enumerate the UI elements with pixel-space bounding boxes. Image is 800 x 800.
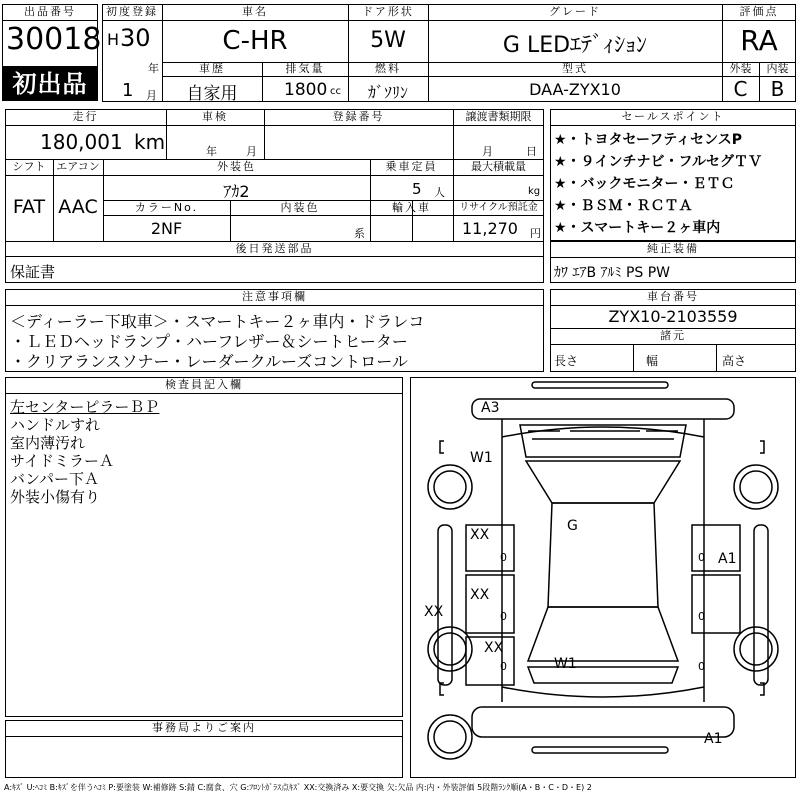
exterior-grade-label: 外装 [729,62,752,75]
inspector-line-2: ハンドルすれ [10,416,101,434]
exterior-grade: C [733,77,748,101]
shift: FAT [12,196,46,218]
rear-window [528,607,678,661]
bracket-front-right [760,441,764,453]
transfer-day-unit: 日 [526,145,537,158]
inspector-line-5: バンパー下Ａ [10,470,99,488]
color-no: 2NF [150,219,183,238]
mark-a1-right: A1 [718,551,737,567]
inspection-label: 車検 [202,110,228,123]
mark-zero-1: 0 [500,551,507,564]
recycle: 11,270 [462,219,518,238]
history: 自家用 [186,84,238,104]
door-type: 5W [370,28,406,53]
mark-zero-6: 0 [698,660,705,673]
mark-w1-front: W1 [470,450,493,466]
front-bumper-top [532,382,668,388]
wheel-front-left-inner [434,471,466,503]
shift-label: シフト [12,160,46,173]
mark-w1-rear: W1 [554,656,577,672]
wheel-rear-left-inner [434,633,466,665]
mark-g: G [567,518,578,534]
notes-label: 注意事項欄 [242,290,307,303]
width-label: 幅 [646,354,659,368]
sales-point-3: ★・バックモニター・ＥＴＣ [554,176,735,192]
car-name: C-HR [222,26,288,56]
int-color-unit: 系 [354,227,365,240]
front-bumper [472,399,734,419]
lot-number: 30018 [6,22,102,57]
mileage: 180,001 [40,130,123,154]
mark-zero-4: 0 [698,551,705,564]
sales-point-1: ★・トヨタセーフティセンスP [554,132,743,148]
door-label: ドア形状 [362,5,414,18]
score: RA [740,24,778,57]
recycle-label: リサイクル預託金 [459,202,538,213]
inspector-line-4: サイドミラーＡ [10,452,114,470]
sales-point-5: ★・スマートキー２ヶ車内 [554,220,721,236]
grade: G LEDｴﾃﾞｨｼｮﾝ [502,33,648,58]
displacement-label: 排気量 [285,62,325,75]
ac-label: エアコン [56,160,100,173]
first-listing-badge: 初出品 [2,67,98,101]
capacity-label: 乗車定員 [385,160,438,173]
car-diagram [410,377,796,778]
later-parts: 保証書 [10,263,56,281]
left-rear-door [466,575,514,633]
recycle-unit: 円 [530,227,541,240]
height-label: 高さ [722,354,747,368]
mark-xx-left-rear: XX [484,640,504,656]
mark-xx-side: XX [424,604,444,620]
spare-wheel-inner [434,721,466,753]
interior-grade: B [770,77,785,101]
capacity-unit: 人 [434,186,445,199]
mark-a1-bottom: A1 [704,731,723,747]
sales-point-4: ★・ＢＳＭ・ＲＣＴＡ [554,198,693,214]
year-unit: 年 [148,62,159,75]
plate-label: 登録番号 [332,110,385,123]
mark-xx-left-front: XX [470,527,490,543]
ext-color: ｱｶ2 [223,182,250,201]
right-rear-door [692,575,740,633]
import-label: 輸入車 [392,201,431,214]
wheel-front-right-inner [740,471,772,503]
length-label: 長さ [554,354,579,368]
era-year: 30 [120,24,151,52]
inspection-month-unit: 月 [246,145,257,158]
sales-points-label: セールスポイント [621,110,725,123]
hood-lines [528,431,678,439]
transfer-label: 譲渡書類期限 [465,110,532,123]
chassis-number: ZYX10-2103559 [608,307,738,326]
rear-bumper [472,707,734,737]
inspection-year-unit: 年 [206,145,217,158]
history-label: 車歴 [199,62,225,75]
roof [548,503,658,607]
mileage-label: 走行 [72,110,99,123]
inspector-line-3: 室内薄汚れ [10,434,86,452]
wheel-rear-right-inner [740,633,772,665]
bracket-front-left [440,441,444,453]
mark-a3: A3 [481,400,500,416]
inspector-line-1: 左センターピラーＢＰ [10,398,160,416]
mark-xx-left-mid: XX [470,587,490,603]
capacity: 5 [412,180,422,198]
era-letter: H [107,30,120,49]
displacement-unit: cc [330,86,341,97]
office-label: 事務局よりご案内 [152,721,256,734]
color-no-label: カラーNo. [134,201,199,214]
fuel-label: 燃料 [375,62,401,75]
legend: A:ｷｽﾞ U:ﾍｺﾐ B:ｷｽﾞを伴うﾍｺﾐ P:要塗装 W:補修跡 S:錆 C:腐食、穴 G:ﾌﾛﾝﾄｶﾞﾗｽ点ｷｽﾞ XX:交換済み X:要交換 欠:欠品 内:内・外装評価 5段階ﾗﾝｸ順(A・B・C・D・E) 2 [4,783,592,792]
fuel: ｶﾞｿﾘﾝ [367,83,408,102]
notes-line-3: ・クリアランスソナー・レーダークルーズコントロール [10,352,408,371]
mark-zero-2: 0 [500,610,507,623]
displacement: 1800 [284,80,328,100]
max-load-unit: kg [528,186,541,197]
mark-zero-5: 0 [698,610,705,623]
ac: AAC [58,196,98,218]
mark-zero-3: 0 [500,660,507,673]
mileage-unit: km [134,130,166,154]
interior-grade-label: 内装 [766,62,789,75]
rear-bumper-bottom [532,747,668,753]
genuine-equipment: ｶﾜ ｴｱB ｱﾙﾐ PS PW [554,265,671,281]
max-load-label: 最大積載量 [471,160,526,173]
genuine-label: 純正装備 [647,242,699,255]
month-value: 1 [122,80,134,101]
dims-label: 諸元 [660,329,686,342]
int-color-label: 内装色 [280,201,320,214]
inspector-label: 検査員記入欄 [165,378,243,391]
sales-point-2: ★・９インチナビ・フルセグＴＶ [554,154,762,170]
model-code: DAA-ZYX10 [529,80,621,99]
score-label: 評価点 [739,5,779,18]
notes-line-2: ・ＬＥＤヘッドランプ・ハーフレザー＆シートヒーター [10,332,408,351]
trunk [528,667,678,683]
model-code-label: 型式 [562,62,588,75]
later-parts-label: 後日発送部品 [235,242,314,255]
car-name-label: 車名 [242,5,268,18]
grade-label: グレード [549,5,601,18]
notes-line-1: ＜ディーラー下取車＞・スマートキー２ヶ車内・ドラレコ [10,312,425,331]
chassis-label: 車台番号 [647,290,699,303]
windshield [526,461,680,503]
transfer-month-unit: 月 [482,145,493,158]
inspector-line-6: 外装小傷有り [10,488,101,506]
ext-color-label: 外装色 [217,160,256,173]
first-reg-label: 初度登録 [106,5,158,18]
lot-number-label: 出品番号 [24,5,76,18]
month-unit: 月 [146,89,157,102]
